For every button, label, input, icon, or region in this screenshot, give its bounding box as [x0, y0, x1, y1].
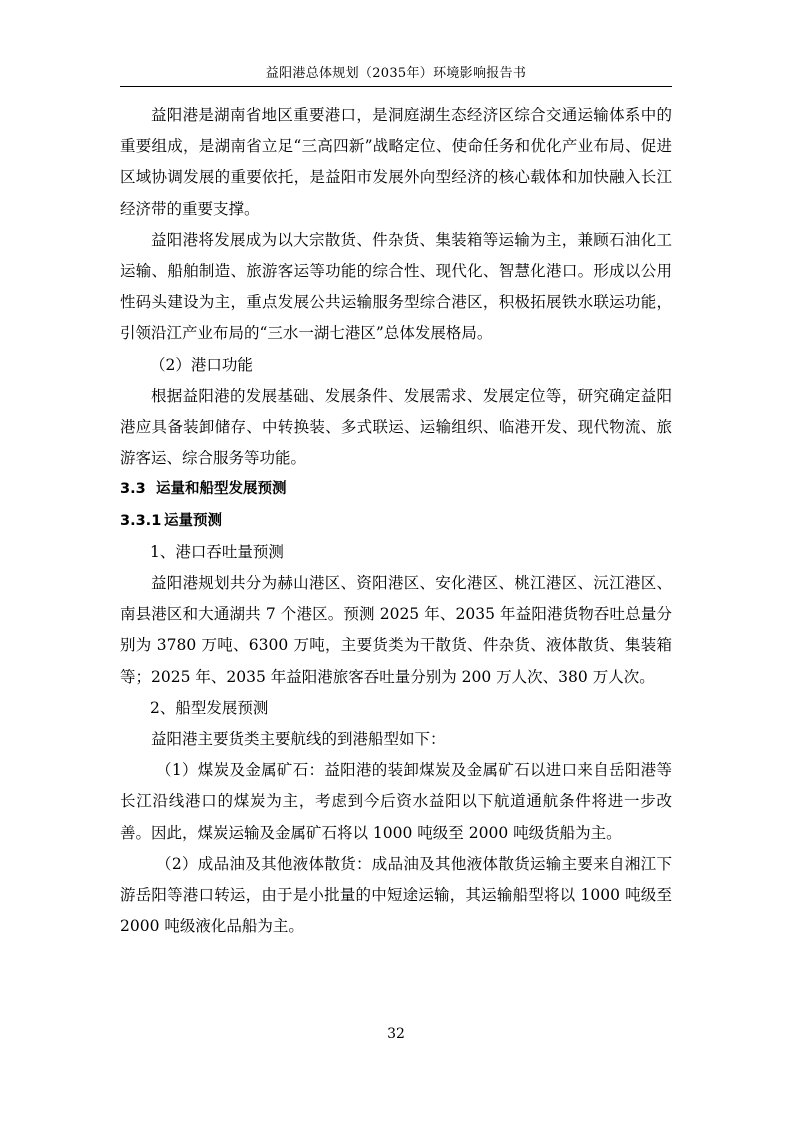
section-title: 运量和船型发展预测: [156, 481, 287, 498]
section-heading-3-3-1: [120, 506, 672, 537]
subheading-port-function: （2）港口功能: [150, 355, 253, 374]
section-heading-3-3: [120, 474, 672, 505]
paragraph-throughput-forecast: 益阳港规划共分为赫山港区、资阳港区、安化港区、桃江港区、沅江港区、南县港区和大通湖共 7 个港区。预测 2025 年、2035 年益阳港货物吞吐总量分别为 3780 万吨、6300 万吨，主要货类为干散货、件杂货、液体散货、集装箱等；2025 年、2035 年益阳港旅客吞吐量分别为 200 万人次、380 万人次。: [120, 574, 672, 686]
section-number: 3.3.1: [120, 512, 162, 529]
list-item-oil-liquid: （2）成品油及其他液体散货：成品油及其他液体散货运输主要来自湘江下游岳阳等港口转运，由于是小批量的中短途运输，其运输船型将以 1000 吨级至 2000 吨级液化品船为主。: [120, 854, 672, 936]
paragraph-ship-types-intro: 益阳港主要货类主要航线的到港船型如下：: [151, 730, 446, 749]
paragraph-port-function: 根据益阳港的发展基础、发展条件、发展需求、发展定位等，研究确定益阳港应具备装卸储存、中转换装、多式联运、运输组织、临港开发、现代物流、旅游客运、综合服务等功能。: [120, 386, 672, 468]
section-number: 3.3: [120, 481, 146, 498]
header-title: 益阳港总体规划（2035年）环境影响报告书: [265, 66, 527, 81]
subheading-throughput-forecast: 1、港口吞吐量预测: [150, 542, 284, 561]
page-number: 32: [387, 1026, 405, 1042]
subheading-ship-type-forecast: 2、船型发展预测: [150, 698, 269, 717]
section-title: 运量预测: [164, 512, 222, 529]
page-header: [120, 62, 672, 87]
paragraph-port-role: 益阳港是湖南省地区重要港口，是洞庭湖生态经济区综合交通运输体系中的重要组成，是湖南省立足“三高四新”战略定位、使命任务和优化产业布局、促进区域协调发展的重要依托，是益阳市发展外向型经济的核心载体和加快融入长江经济带的重要支撑。: [120, 106, 672, 218]
page-content: [120, 100, 672, 942]
list-item-coal-ore: （1）煤炭及金属矿石：益阳港的装卸煤炭及金属矿石以进口来自岳阳港等长江沿线港口的煤炭为主，考虑到今后资水益阳以下航道通航条件将进一步改善。因此，煤炭运输及金属矿石将以 1000 吨级至 2000 吨级货船为主。: [120, 761, 672, 842]
paragraph-port-development: 益阳港将发展成为以大宗散货、件杂货、集装箱等运输为主，兼顾石油化工运输、船舶制造、旅游客运等功能的综合性、现代化、智慧化港口。形成以公用性码头建设为主，重点发展公共运输服务型综合港区，积极拓展铁水联运功能，引领沿江产业布局的“三水一湖七港区”总体发展格局。: [120, 230, 672, 343]
